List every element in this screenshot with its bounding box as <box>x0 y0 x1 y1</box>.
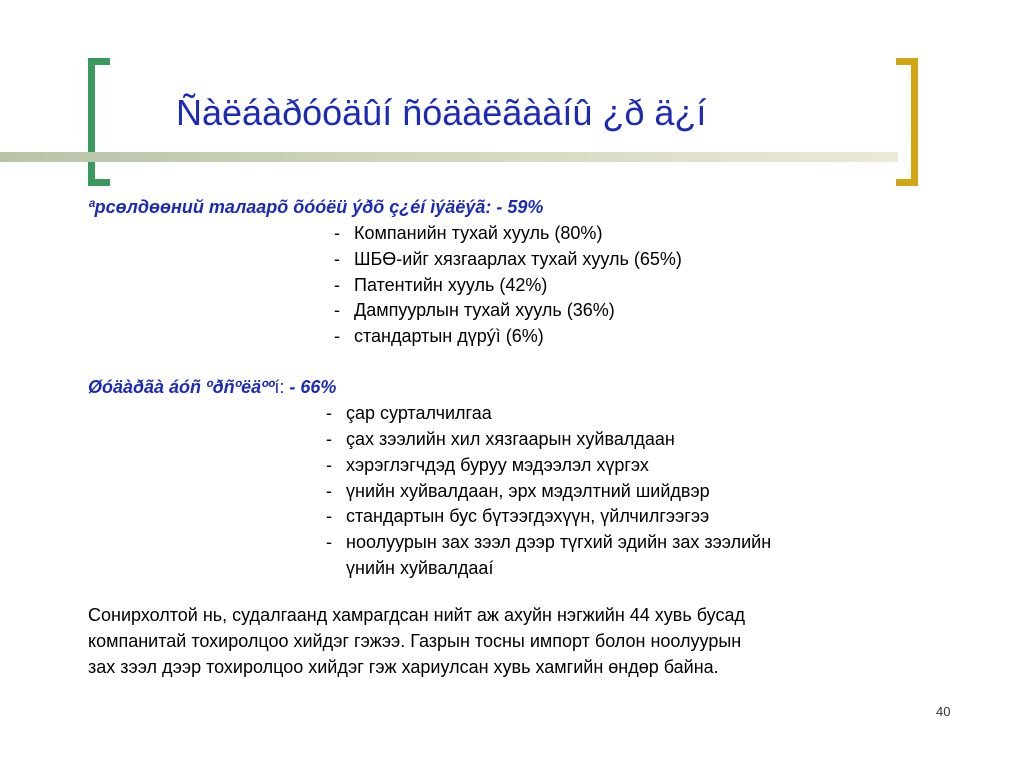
section1-item-text: стандартын дүрýì (6%) <box>354 326 544 346</box>
section2-list-item <box>326 454 649 476</box>
section2-heading-percent: - 66% <box>284 377 337 397</box>
section2-heading <box>88 376 336 398</box>
section1-list-item <box>334 299 615 321</box>
list-dash: - <box>326 481 332 501</box>
list-dash: - <box>326 455 332 475</box>
slide-title: Ñàëáàðóóäûí ñóäàëãààíû ¿ð ä¿í <box>176 92 707 133</box>
section2-item-text: çах зээлийн хил хязгаарын хуйвалдаан <box>346 429 675 449</box>
list-dash: - <box>334 300 340 320</box>
list-dash: - <box>334 249 340 269</box>
section2-list-item <box>326 428 675 450</box>
section1-list-item <box>334 325 544 347</box>
section2-list-item <box>326 402 492 424</box>
section2-item-text: хэрэглэгчдэд буруу мэдээлэл хүргэх <box>346 455 649 475</box>
section1-list-item <box>334 248 682 270</box>
section1-list-item <box>334 274 547 296</box>
list-dash: - <box>326 429 332 449</box>
section2-list-item <box>326 505 709 527</box>
section2-item-text: үнийн хуйвалдаан, эрх мэдэлтний шийдвэр <box>346 481 710 501</box>
section1-list-item <box>334 222 602 244</box>
right-bracket-decoration <box>896 58 918 186</box>
summary-paragraph <box>88 602 888 680</box>
section1-item-text: Патентийн хууль (42%) <box>354 275 548 295</box>
left-bracket-decoration <box>88 58 110 186</box>
section1-heading-text: ªрсөлдөөний талаарõ õóóëü ýðõ ç¿éí ìýäëýã: <box>88 197 492 217</box>
section2-item-text: çар сурталчилгаа <box>346 403 492 423</box>
list-dash: - <box>326 506 332 526</box>
paragraph-line: компанитай тохиролцоо хийдэг гэжээ. Газрын тосны импорт болон ноолуурын <box>88 631 742 651</box>
section1-item-text: Компанийн тухай хууль (80%) <box>354 223 603 243</box>
page-number: 40 <box>936 704 951 719</box>
paragraph-line: зах зээл дээр тохиролцоо хийдэг гэж хариулсан хувь хамгийн өндөр байна. <box>88 657 719 677</box>
list-dash: - <box>334 326 340 346</box>
section2-list-item <box>326 531 771 553</box>
section1-item-text: ШБӨ-ийг хязгаарлах тухай хууль (65%) <box>354 249 682 269</box>
section2-item-text: стандартын бус бүтээгдэхүүн, үйлчилгээгээ <box>346 506 710 526</box>
list-dash: - <box>326 403 332 423</box>
section2-list-item-continuation: үнийн хуйвалдааí <box>346 558 494 578</box>
list-dash: - <box>334 275 340 295</box>
section1-item-text: Дампуурлын тухай хууль (36%) <box>354 300 615 320</box>
section1-heading <box>88 196 543 218</box>
list-dash: - <box>334 223 340 243</box>
section2-heading-separator: í: <box>274 377 285 397</box>
paragraph-line: Сонирхолтой нь, судалгаанд хамрагдсан нийт аж ахуйн нэгжийн 44 хувь бусад <box>88 605 745 625</box>
list-dash: - <box>326 532 332 552</box>
section2-list-item <box>326 480 710 502</box>
title-underline-rule <box>0 152 898 162</box>
section2-heading-text: Øóäàðãà áóñ ºðñºëäºº <box>88 377 275 397</box>
section1-heading-percent: - 59% <box>491 197 544 217</box>
section2-item-text: ноолуурын зах зээл дээр түгхий эдийн зах зээлийн <box>346 532 772 552</box>
